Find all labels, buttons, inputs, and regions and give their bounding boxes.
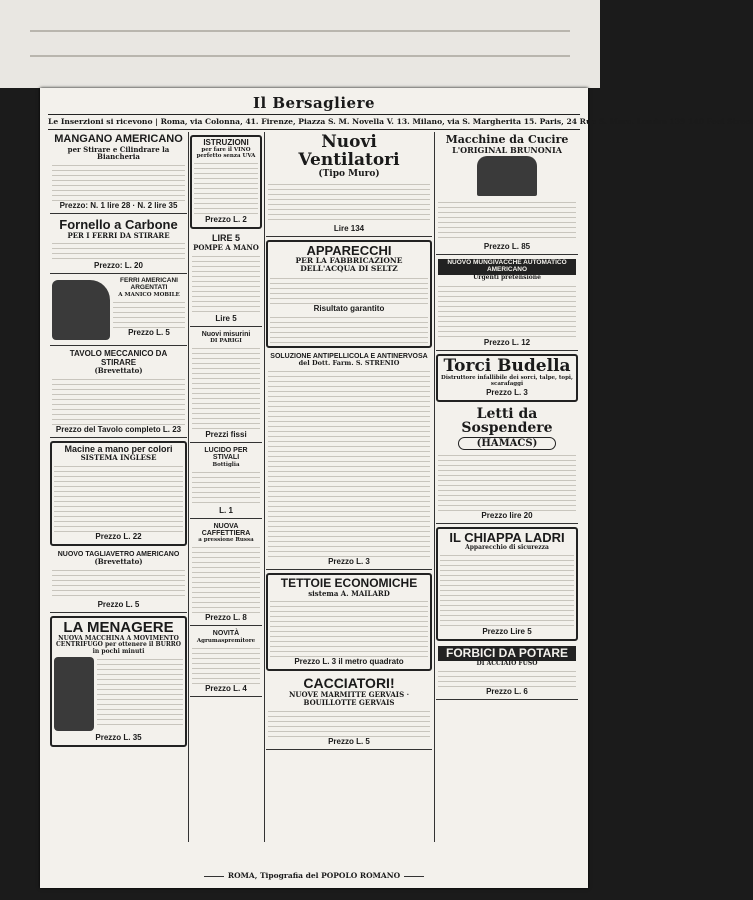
ad-subtitle: del Dott. Farm. S. STRENIO xyxy=(298,359,400,368)
column-rule xyxy=(264,132,265,842)
ad-subtitle: NUOVA MACCHINA A MOVIMENTO CENTRIFUGO per ottenere il BURRO in pochi minuti xyxy=(55,634,182,655)
column-3 xyxy=(266,132,432,842)
ad-title: Nuovi misurini xyxy=(201,330,251,338)
ad-price: Prezzo L. 5 xyxy=(328,736,370,746)
column-2 xyxy=(190,132,262,842)
ad-title: IL CHIAPPA LADRI xyxy=(449,529,565,545)
ad-soluzione xyxy=(266,351,432,570)
ad-price: Prezzo L. 22 xyxy=(95,531,142,541)
page-footer: ROMA, Tipografia del POPOLO ROMANO xyxy=(40,871,588,880)
column-4 xyxy=(436,132,578,842)
ad-text-block xyxy=(268,180,430,224)
ad-subtitle: sistema A. MAILARD xyxy=(308,588,390,598)
ad-title: NUOVA CAFFETTIERA xyxy=(201,522,251,538)
ad-title: APPARECCHI xyxy=(306,242,392,258)
ad-title: CACCIATORI! xyxy=(303,675,395,692)
ad-lucido xyxy=(190,445,262,519)
ad-text-block xyxy=(194,159,258,215)
ad-subtitle: PER I FERRI DA STIRARE xyxy=(67,230,170,240)
ad-caffettiera xyxy=(190,521,262,627)
ad-text-block xyxy=(52,566,185,600)
ad-title: Letti da Sospendere xyxy=(461,405,553,437)
ad-subtitle: DI ACCIAIO FUSO xyxy=(476,659,538,667)
sewing-machine-illustration-icon xyxy=(477,156,537,196)
ad-price: Prezzo L. 4 xyxy=(205,683,247,693)
iron-illustration-icon xyxy=(52,280,110,340)
ad-subtitle: NUOVE MARMITTE GERVAIS · BOUILLOTTE GERVAIS xyxy=(288,690,410,707)
ad-subtitle: Distruttore infallibile dei sorci, talpe, topi, scarafaggi xyxy=(441,375,573,388)
ad-subtitle: (Brevettato) xyxy=(94,557,143,567)
ad-title: MANGANO AMERICANO xyxy=(54,133,183,145)
ad-price: Prezzo Lire 5 xyxy=(482,627,532,637)
column-rule xyxy=(434,132,435,842)
ad-text-block xyxy=(268,707,430,737)
ad-misurini xyxy=(190,329,262,443)
ad-text-block xyxy=(270,313,428,343)
ad-subtitle: (Tipo Muro) xyxy=(318,168,380,179)
ad-price: Prezzo L. 12 xyxy=(483,337,531,347)
churn-illustration-icon xyxy=(54,657,94,731)
ad-mangano xyxy=(50,132,187,214)
ad-price: Prezzo L. 85 xyxy=(483,242,531,252)
ad-tavolo xyxy=(50,348,187,437)
ad-text-block xyxy=(438,667,576,687)
ad-agrumaspremitore xyxy=(190,628,262,696)
ad-subtitle: a pressione Russa xyxy=(198,537,254,544)
ad-tagliavetro xyxy=(50,549,187,613)
ad-price: Prezzo L. 3 il metro quadrato xyxy=(294,657,404,667)
ad-macchine-cucire xyxy=(436,132,578,255)
ad-subtitle: SISTEMA INGLESE xyxy=(80,453,157,463)
ad-text-block xyxy=(270,597,428,657)
ad-text-block xyxy=(438,198,576,242)
newspaper-page xyxy=(40,88,753,888)
address-line: Le Inserzioni si ricevono | Roma, via Colonna, 41. Firenze, Piazza S. M. Novella V. 13. Milano, via S. Margherita 15. Paris, 24 Rue S. Marc. Londra 139 140 Feet Street xyxy=(48,114,580,130)
column-rule xyxy=(188,132,189,842)
ad-title: LA MENAGERE xyxy=(63,618,174,636)
ad-title: Macine a mano per colori xyxy=(64,443,173,454)
ad-title: Nuovi Ventilatori xyxy=(298,132,400,170)
ad-ventilatori xyxy=(266,132,432,237)
ad-text-block xyxy=(54,462,183,532)
ad-title: ISTRUZIONI xyxy=(203,138,249,147)
ad-price: Prezzo L. 5 xyxy=(97,599,140,609)
ad-subtitle: Bottiglia xyxy=(212,461,240,468)
ad-price: Prezzo L. 2 xyxy=(205,215,247,225)
ad-tettoie xyxy=(266,573,432,671)
ad-macine xyxy=(50,441,187,546)
ad-text-block xyxy=(270,274,428,304)
ad-text-block xyxy=(97,655,183,729)
ad-title: TETTOIE ECONOMICHE xyxy=(280,576,418,591)
ad-title: NOVITÀ xyxy=(212,630,240,638)
ad-text-block xyxy=(52,375,185,425)
ad-torci-budella xyxy=(436,354,578,402)
ad-title: NUOVO MUNGIVACCHE AUTOMATICO AMERICANO xyxy=(438,259,576,275)
ad-title: NUOVO TAGLIAVETRO AMERICANO xyxy=(57,550,180,558)
ad-subtitle: A MANICO MOBILE xyxy=(118,291,180,298)
ad-title: LIRE 5 xyxy=(211,233,240,244)
ad-title: SOLUZIONE ANTIPELLICOLA E ANTINERVOSA xyxy=(270,352,428,360)
ad-subtitle: (HAMACS) xyxy=(458,437,556,450)
ad-text-block xyxy=(192,543,260,613)
ad-subtitle: Apparecchio di sicurezza xyxy=(465,543,549,551)
ad-text-block xyxy=(52,239,185,261)
ad-price: Prezzo: N. 1 lire 28 · N. 2 lire 35 xyxy=(59,200,178,210)
ad-text-block xyxy=(438,282,576,338)
ad-price: Prezzo L. 6 xyxy=(486,687,528,697)
ad-apparecchi-seltz xyxy=(266,240,432,348)
previous-page-edge xyxy=(0,0,600,88)
ad-text-block xyxy=(192,252,260,314)
ad-cacciatori xyxy=(266,674,432,749)
ad-subtitle: DI PARIGI xyxy=(210,337,242,344)
column-1 xyxy=(50,132,187,842)
ad-price: Lire 134 xyxy=(333,223,365,233)
ad-price: Prezzo: L. 20 xyxy=(94,261,143,271)
ad-text-block xyxy=(113,298,185,328)
ad-subtitle: per Stirare e Cilindrare la Biancheria xyxy=(67,144,170,162)
ad-fornello xyxy=(50,216,187,274)
ad-price: Prezzo L. 5 xyxy=(128,327,170,337)
ad-price: Prezzi fissi xyxy=(205,430,247,439)
ad-subtitle: Agrumaspremitore xyxy=(196,637,256,644)
ad-pompe xyxy=(190,232,262,326)
ad-text-block xyxy=(440,551,574,627)
ad-title: Macchine da Cucire xyxy=(445,133,569,146)
ad-istruzioni-vino xyxy=(190,135,262,229)
ad-subtitle: Urgenti pretensione xyxy=(473,273,541,281)
masthead: Il Bersagliere xyxy=(252,94,376,112)
ad-text-block xyxy=(268,367,430,557)
ad-text-block xyxy=(192,344,260,430)
ad-title: FERRI AMERICANI ARGENTATI xyxy=(120,277,178,292)
ad-price: Prezzo lire 20 xyxy=(481,510,533,520)
ad-chiappa-ladri xyxy=(436,527,578,641)
ad-price: Prezzo del Tavolo completo L. 23 xyxy=(55,424,182,434)
ad-text-block xyxy=(192,468,260,506)
ad-menagere xyxy=(50,616,187,748)
ad-price: Lire 5 xyxy=(215,313,237,323)
ad-title: Torci Budella xyxy=(443,355,571,376)
ad-subtitle: (Brevettato) xyxy=(94,366,143,376)
ad-price: Risultato garantito xyxy=(313,303,385,313)
ad-subtitle: per fare il VINO perfetto senza UVA xyxy=(196,147,256,160)
ad-price: Prezzo L. 35 xyxy=(95,733,142,743)
ad-mungivacche xyxy=(436,257,578,350)
ad-letti-sospendere xyxy=(436,405,578,524)
ad-forbici xyxy=(436,644,578,700)
ad-subtitle: L'ORIGINAL BRUNONIA xyxy=(452,144,562,155)
ad-price: Prezzo L. 3 xyxy=(328,557,370,567)
ad-title: FORBICI DA POTARE xyxy=(438,646,576,661)
ad-price: Prezzo L. 8 xyxy=(205,613,247,623)
ad-text-block xyxy=(438,451,576,511)
ad-text-block xyxy=(52,161,185,201)
ad-subtitle: PER LA FABBRICAZIONE DELL'ACQUA DI SELTZ xyxy=(295,256,403,274)
ad-title: LUCIDO PER STIVALI xyxy=(204,447,248,462)
ad-title: Fornello a Carbone xyxy=(59,216,178,232)
ad-ferri xyxy=(50,276,187,346)
ad-price: Prezzo L. 3 xyxy=(486,387,528,397)
ad-subtitle: POMPE A MANO xyxy=(193,242,259,252)
ad-title: TAVOLO MECCANICO DA STIRARE xyxy=(69,349,168,367)
ad-price: L. 1 xyxy=(219,505,233,515)
ad-text-block xyxy=(192,644,260,684)
